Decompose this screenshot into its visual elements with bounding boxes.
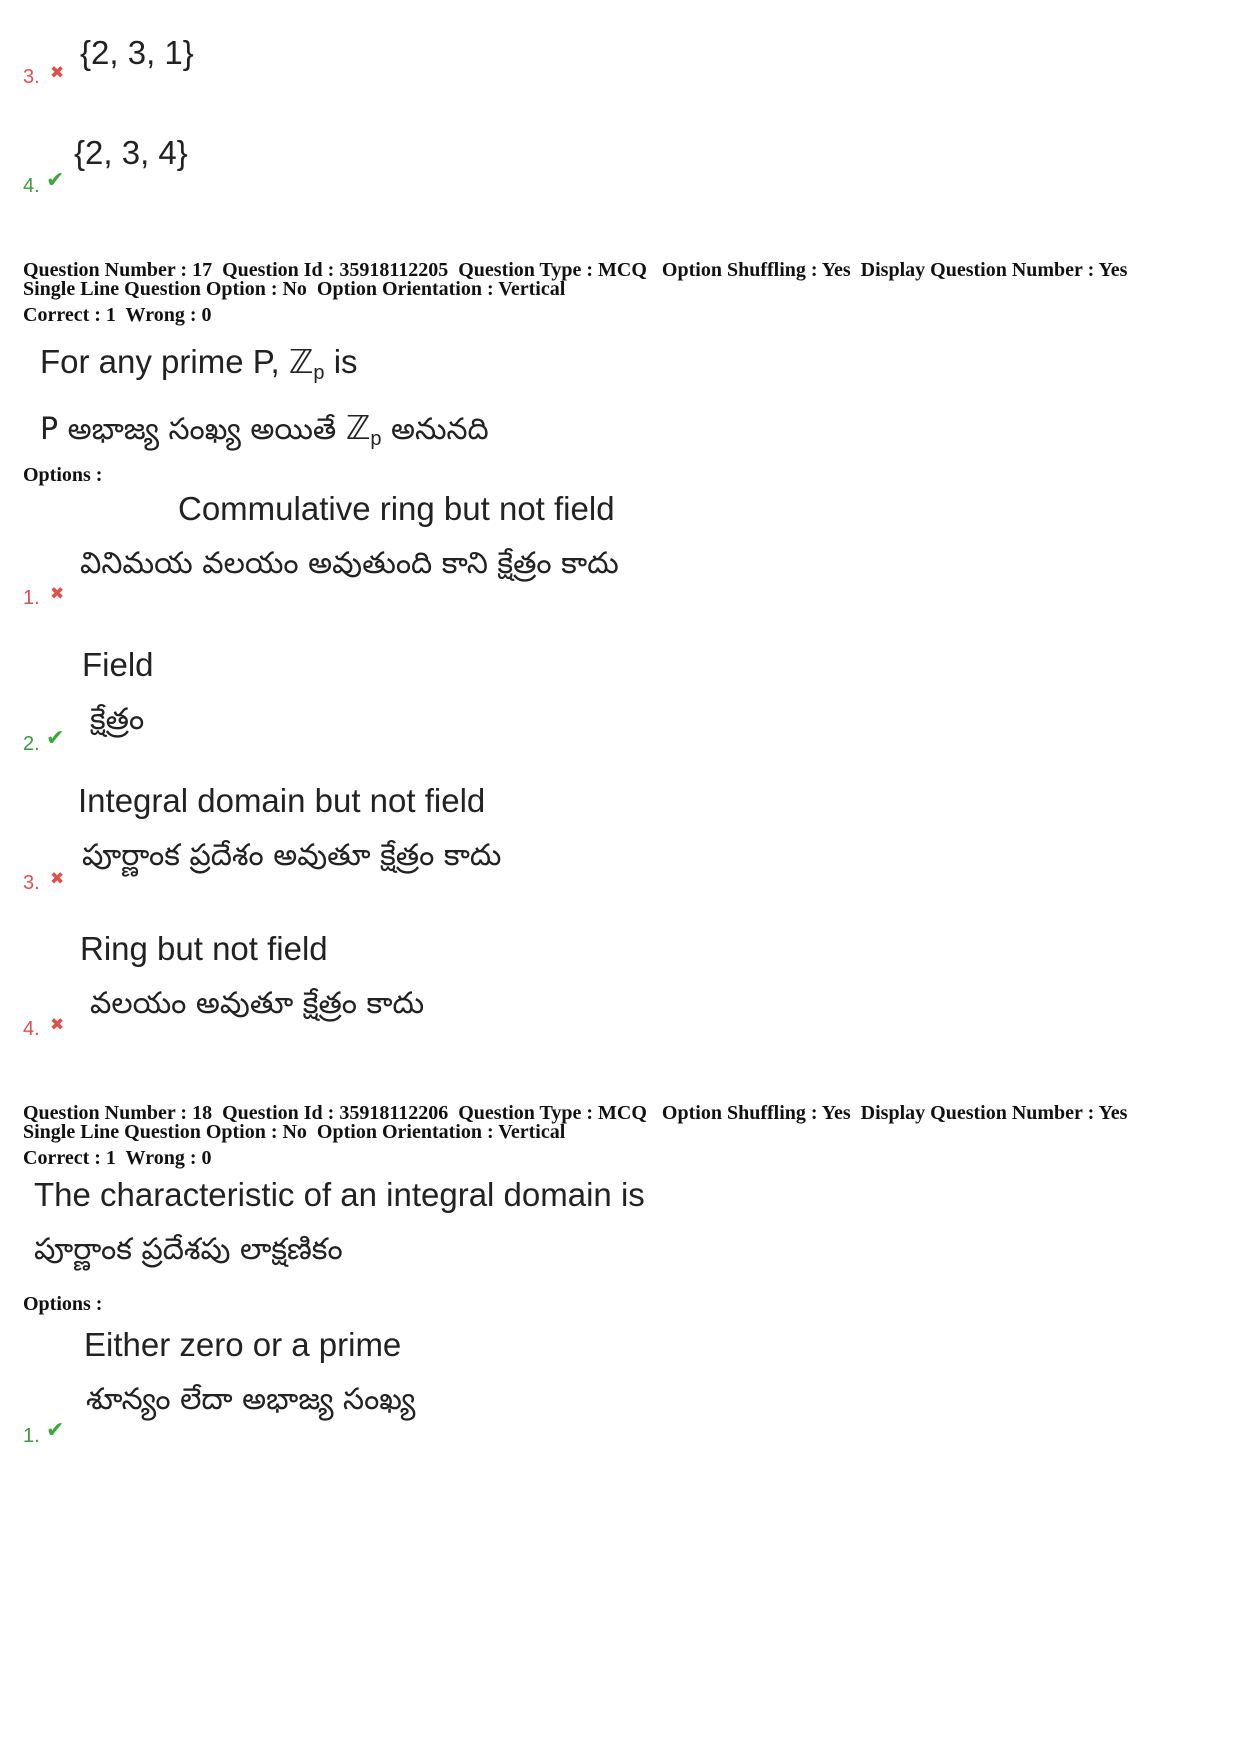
cross-icon: ✖ xyxy=(50,584,65,604)
q17-option-3-te: పూర్ణాంక ప్రదేశం అవుతూ క్షేత్రం కాదు xyxy=(82,838,502,873)
q18-option-1-en: Either zero or a prime xyxy=(84,1326,402,1363)
q17-question-en-sub: p xyxy=(313,362,325,384)
q17-question-te xyxy=(40,408,489,454)
q17-question-en-prefix: For any prime P, xyxy=(40,343,289,380)
q18-question-en: The characteristic of an integral domain is xyxy=(34,1176,645,1213)
q17-meta-line1: Question Number : 17 Question Id : 35918112205 Question Type : MCQ Option Shuffling : Yes Display Question Number : Yes xyxy=(23,259,1128,281)
prev-option-4-number: 4. xyxy=(23,175,40,197)
q17-option-1-en: Commulative ring but not field xyxy=(178,490,615,527)
q17-score: Correct : 1 Wrong : 0 xyxy=(23,304,212,326)
q18-option-1-number: 1. xyxy=(23,1425,40,1447)
q17-option-1-te: వినిమయ వలయం అవుతుంది కాని క్షేత్రం కాదు xyxy=(80,546,619,581)
q18-option-1-te: శూన్యం లేదా అభాజ్య సంఖ్య xyxy=(86,1382,416,1417)
q18-question-te: పూర్ణాంక ప్రదేశపు లాక్షణికం xyxy=(34,1232,343,1267)
check-icon: ✔ xyxy=(46,726,65,751)
cross-icon: ✖ xyxy=(50,1015,65,1035)
cross-icon: ✖ xyxy=(50,869,65,889)
q17-question-te-prefix: P అభాజ్య సంఖ్య అయితే xyxy=(40,412,346,447)
prev-option-3-number: 3. xyxy=(23,66,40,88)
check-icon: ✔ xyxy=(46,1418,65,1443)
q17-option-3-number: 3. xyxy=(23,872,40,894)
q17-option-2-en: Field xyxy=(82,646,154,683)
q17-option-2-number: 2. xyxy=(23,733,40,755)
q17-question-en-suffix: is xyxy=(324,343,358,380)
q17-option-4-te: వలయం అవుతూ క్షేత్రం కాదు xyxy=(90,986,425,1021)
q18-options-label: Options : xyxy=(23,1293,103,1315)
prev-option-3-text: {2, 3, 1} xyxy=(80,34,194,71)
check-icon: ✔ xyxy=(46,168,65,193)
q17-question-te-suffix: అనునది xyxy=(381,412,489,447)
q17-option-2-te: క్షేత్రం xyxy=(90,702,145,737)
integer-ring-symbol: ℤ xyxy=(288,343,314,380)
q17-question-te-sub: p xyxy=(370,428,382,450)
q17-option-1-number: 1. xyxy=(23,587,40,609)
q18-meta-line1: Question Number : 18 Question Id : 35918112206 Question Type : MCQ Option Shuffling : Yes Display Question Number : Yes xyxy=(23,1102,1128,1124)
integer-ring-symbol: ℤ xyxy=(345,409,371,446)
q18-score: Correct : 1 Wrong : 0 xyxy=(23,1147,212,1169)
q17-question-en xyxy=(40,342,358,385)
cross-icon: ✖ xyxy=(50,63,65,83)
q17-option-4-en: Ring but not field xyxy=(80,930,328,967)
q17-option-4-number: 4. xyxy=(23,1018,40,1040)
prev-option-4-text: {2, 3, 4} xyxy=(74,134,188,171)
q18-meta-line2: Single Line Question Option : No Option Orientation : Vertical xyxy=(23,1121,566,1143)
q17-meta-line2: Single Line Question Option : No Option Orientation : Vertical xyxy=(23,278,566,300)
q17-option-3-en: Integral domain but not field xyxy=(78,782,486,819)
q17-options-label: Options : xyxy=(23,464,103,486)
